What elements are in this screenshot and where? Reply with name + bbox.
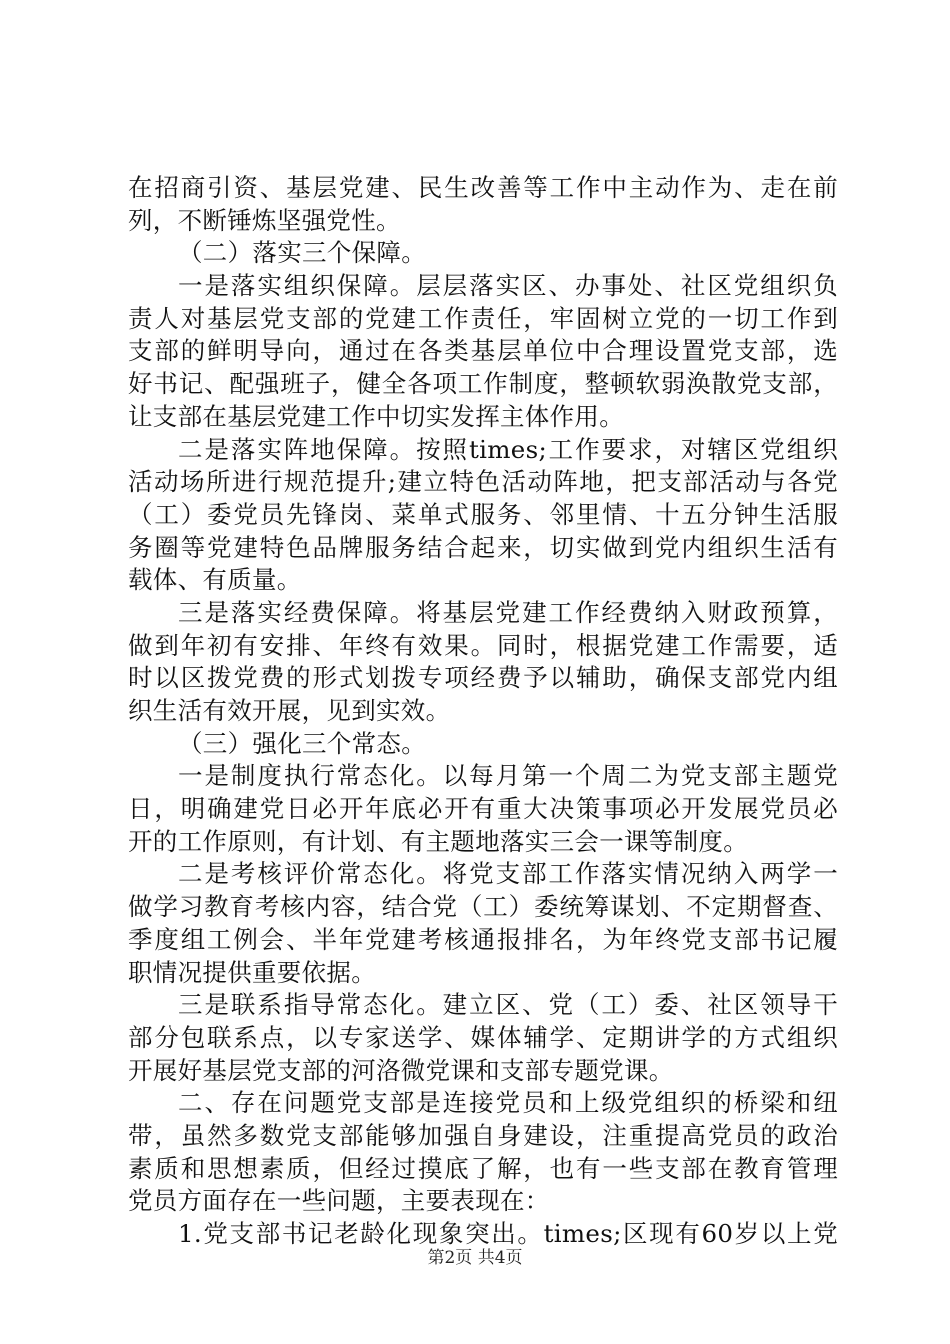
text-line: 职情况提供重要依据。 — [128, 957, 376, 987]
text-line: （工）委党员先锋岗、菜单式服务、邻里情、十五分钟生活服 — [128, 499, 838, 529]
text-line: 三是落实经费保障。将基层党建工作经费纳入财政预算， — [178, 597, 838, 627]
text-line: 列，不断锤炼坚强党性。 — [128, 205, 401, 235]
text-line: 1.党支部书记老龄化现象突出。times;区现有60岁以上党 — [178, 1219, 838, 1248]
text-line: （三）强化三个常态。 — [178, 728, 426, 758]
body-text — [128, 172, 838, 1251]
text-line: 二是落实阵地保障。按照times;工作要求，对辖区党组织 — [178, 434, 838, 464]
text-line: 在招商引资、基层党建、民生改善等工作中主动作为、走在前 — [128, 173, 838, 202]
text-line: 让支部在基层党建工作中切实发挥主体作用。 — [128, 401, 624, 431]
text-line: 二、存在问题党支部是连接党员和上级党组织的桥梁和纽 — [178, 1088, 838, 1118]
text-line: 做学习教育考核内容，结合党（工）委统筹谋划、不定期督查、 — [128, 892, 838, 922]
text-line: 部分包联系点，以专家送学、媒体辅学、定期讲学的方式组织 — [128, 1022, 838, 1052]
text-line: 党员方面存在一些问题，主要表现在： — [128, 1186, 550, 1216]
text-line: 开的工作原则，有计划、有主题地落实三会一课等制度。 — [128, 826, 748, 856]
text-line: 织生活有效开展，见到实效。 — [128, 696, 451, 725]
text-line: 务圈等党建特色品牌服务结合起来，切实做到党内组织生活有 — [128, 532, 838, 562]
text-line: （二）落实三个保障。 — [178, 238, 426, 268]
page-footer: 第2页 共4页 — [427, 1248, 523, 1268]
text-line: 一是制度执行常态化。以每月第一个周二为党支部主题党 — [178, 761, 838, 791]
text-line: 季度组工例会、半年党建考核通报排名，为年终党支部书记履 — [128, 924, 838, 954]
text-line: 责人对基层党支部的党建工作责任，牢固树立党的一切工作到 — [128, 303, 838, 333]
text-line: 开展好基层党支部的河洛微党课和支部专题党课。 — [128, 1055, 674, 1085]
text-line: 一是落实组织保障。层层落实区、办事处、社区党组织负 — [178, 271, 838, 301]
text-line: 时以区拨党费的形式划拨专项经费予以辅助，确保支部党内组 — [128, 663, 838, 693]
text-line: 做到年初有安排、年终有效果。同时，根据党建工作需要，适 — [128, 630, 838, 660]
text-line: 载体、有质量。 — [128, 565, 302, 595]
text-line: 活动场所进行规范提升;建立特色活动阵地，把支部活动与各党 — [128, 467, 838, 497]
text-line: 支部的鲜明导向，通过在各类基层单位中合理设置党支部，选 — [128, 336, 838, 366]
text-line: 带，虽然多数党支部能够加强自身建设，注重提高党员的政治 — [128, 1120, 838, 1150]
text-line: 好书记、配强班子，健全各项工作制度，整顿软弱涣散党支部， — [128, 369, 838, 399]
text-line: 二是考核评价常态化。将党支部工作落实情况纳入两学一 — [178, 859, 838, 889]
text-line: 三是联系指导常态化。建立区、党（工）委、社区领导干 — [178, 990, 838, 1020]
text-line: 素质和思想素质，但经过摸底了解，也有一些支部在教育管理 — [128, 1153, 838, 1183]
text-line: 日，明确建党日必开年底必开有重大决策事项必开发展党员必 — [128, 794, 838, 824]
